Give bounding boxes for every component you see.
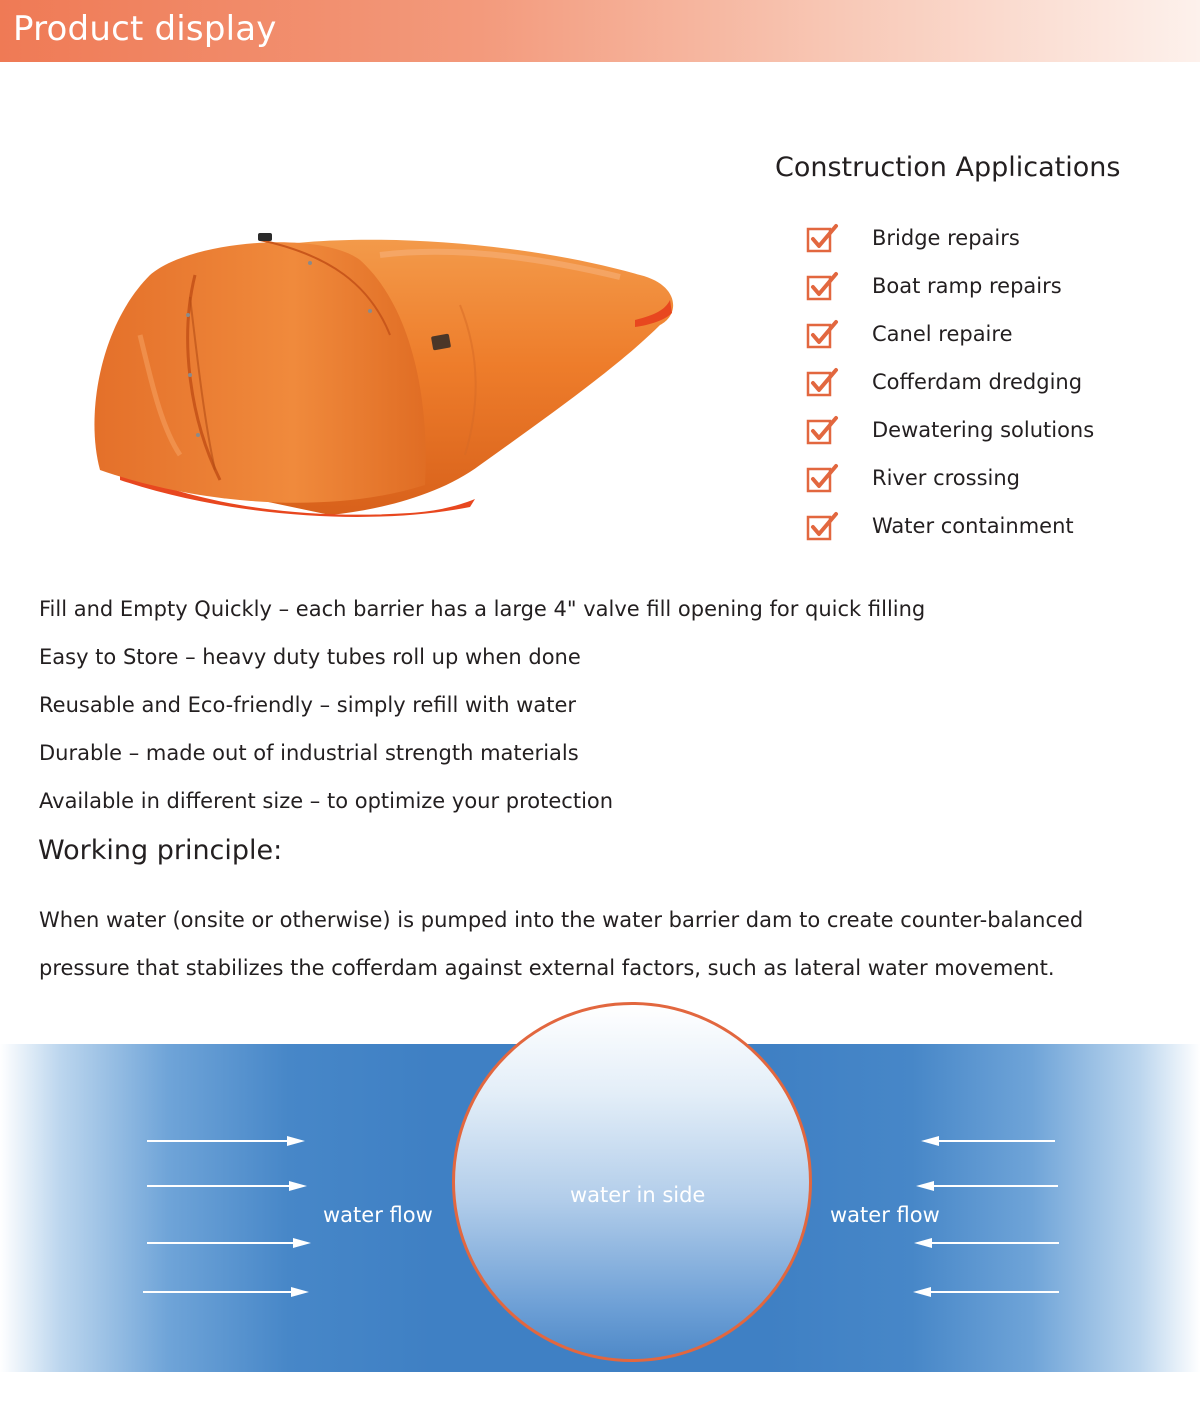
application-label: Boat ramp repairs <box>872 274 1062 298</box>
page-title: Product display <box>13 9 277 49</box>
feature-line: Fill and Empty Quickly – each barrier has a large 4" valve fill opening for quick filling <box>39 597 926 621</box>
water-flow-right-label: water flow <box>830 1203 940 1227</box>
application-label: River crossing <box>872 466 1021 490</box>
list-item <box>805 364 1185 412</box>
checkbox-check-icon <box>805 318 839 352</box>
features-list <box>39 593 1179 833</box>
list-item <box>805 316 1185 364</box>
application-label: Dewatering solutions <box>872 418 1095 442</box>
arrow-right-icon <box>147 1135 307 1147</box>
arrow-right-icon <box>147 1180 309 1192</box>
arrow-left-icon <box>921 1135 1055 1147</box>
header-bar <box>0 0 1200 62</box>
applications-list <box>805 220 1185 556</box>
checkbox-check-icon <box>805 414 839 448</box>
principle-text: When water (onsite or otherwise) is pumped into the water barrier dam to create counter-balanced pressure that stabilizes the cofferdam against external factors, such as lateral water movement. <box>39 908 1084 980</box>
water-flow-left-label: water flow <box>323 1203 433 1227</box>
orange-water-barrier-icon <box>80 215 680 535</box>
working-principle-diagram <box>0 1000 1200 1404</box>
list-item <box>805 508 1185 556</box>
arrow-right-icon <box>147 1237 313 1249</box>
feature-line: Reusable and Eco-friendly – simply refill with water <box>39 693 577 717</box>
arrow-left-icon <box>913 1286 1059 1298</box>
application-label: Canel repaire <box>872 322 1013 346</box>
arrow-right-icon <box>143 1286 311 1298</box>
arrow-left-icon <box>916 1180 1058 1192</box>
checkbox-check-icon <box>805 222 839 256</box>
application-label: Water containment <box>872 514 1074 538</box>
checkbox-check-icon <box>805 510 839 544</box>
list-item <box>805 460 1185 508</box>
arrow-left-icon <box>914 1237 1059 1249</box>
application-label: Cofferdam dredging <box>872 370 1083 394</box>
water-barrier-circle <box>452 1002 812 1362</box>
checkbox-check-icon <box>805 366 839 400</box>
feature-line: Easy to Store – heavy duty tubes roll up when done <box>39 645 581 669</box>
list-item <box>805 412 1185 460</box>
application-label: Bridge repairs <box>872 226 1020 250</box>
checkbox-check-icon <box>805 270 839 304</box>
feature-line: Available in different size – to optimize your protection <box>39 789 614 813</box>
checkbox-check-icon <box>805 462 839 496</box>
list-item <box>805 268 1185 316</box>
list-item <box>805 220 1185 268</box>
applications-title: Construction Applications <box>775 152 1121 183</box>
water-inside-label: water in side <box>570 1183 706 1207</box>
principle-title: Working principle: <box>38 835 283 866</box>
feature-line: Durable – made out of industrial strength materials <box>39 741 579 765</box>
